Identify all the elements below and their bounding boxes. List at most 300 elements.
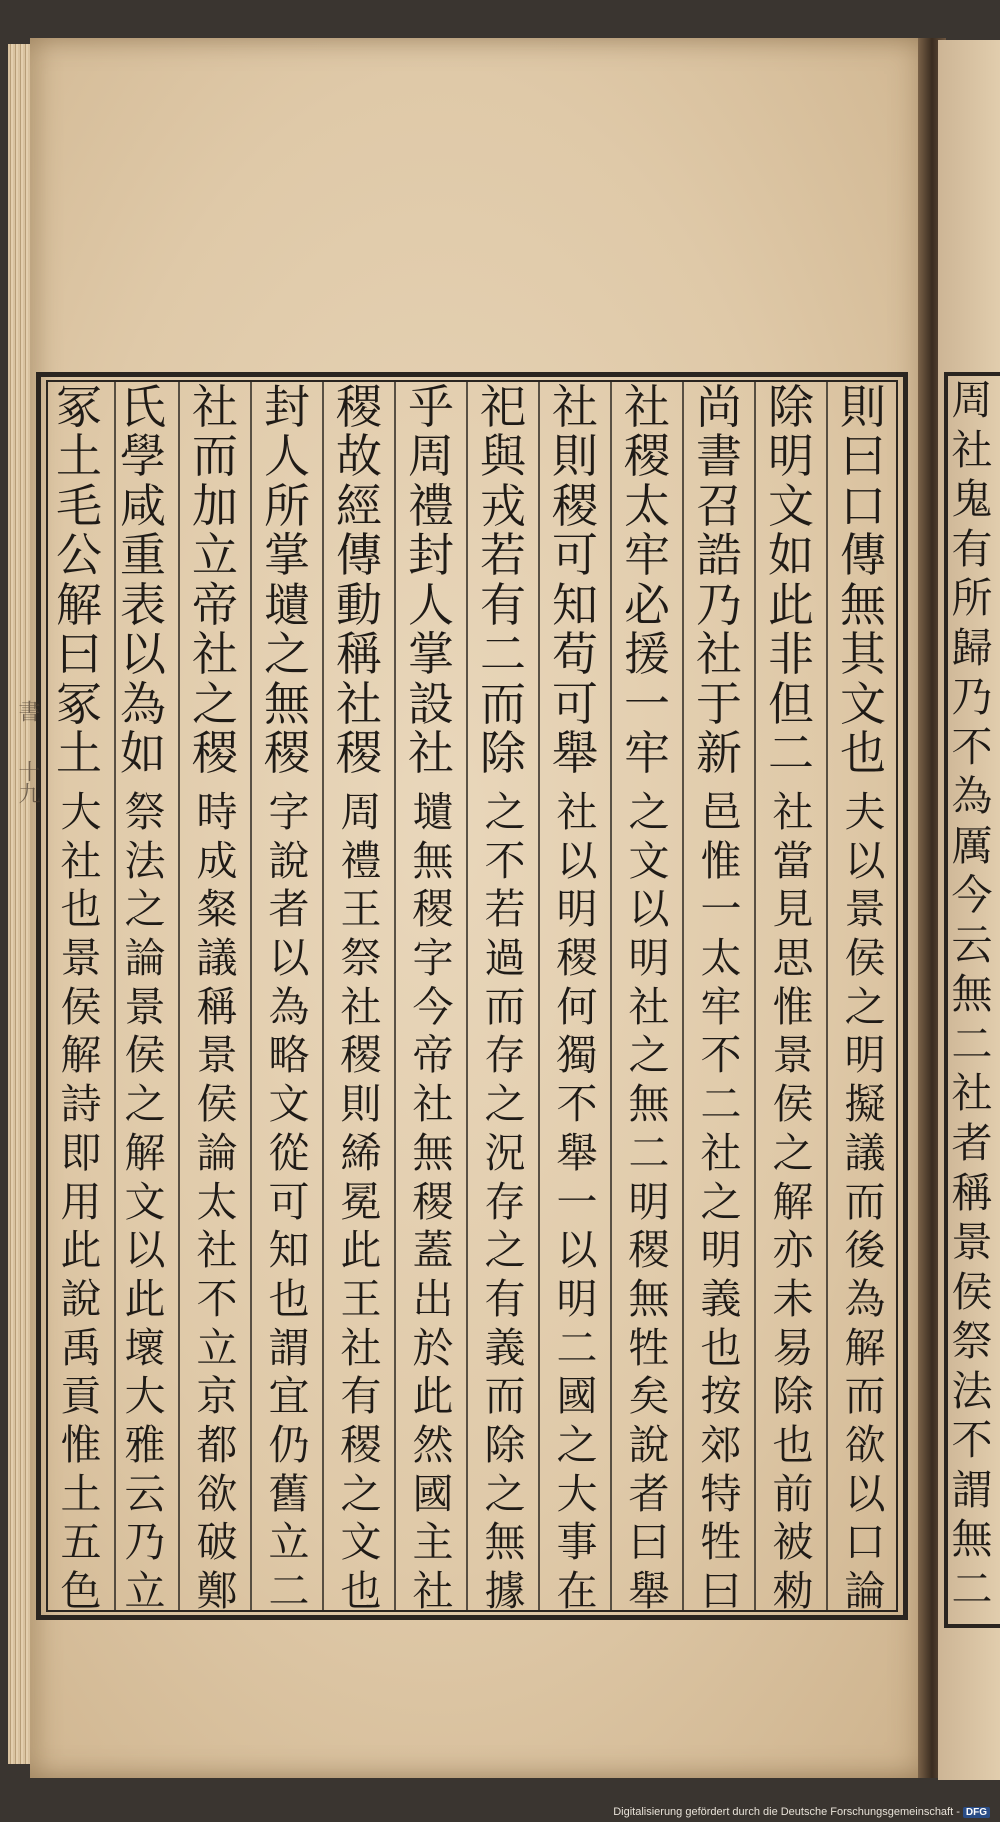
- glyph: 於: [412, 1323, 454, 1372]
- glyph: 書: [696, 429, 742, 484]
- glyph: 此: [768, 577, 814, 632]
- glyph: 則: [552, 429, 598, 484]
- glyph: 有: [480, 577, 526, 632]
- glyph: 社: [412, 1080, 454, 1129]
- glyph: 雅: [124, 1420, 166, 1469]
- glyph: 二: [951, 1019, 993, 1068]
- glyph: 此: [60, 1226, 102, 1275]
- glyph: 況: [484, 1128, 526, 1177]
- glyph: 立: [196, 1323, 238, 1372]
- glyph: 其: [840, 627, 886, 682]
- column-rule: [178, 382, 180, 1610]
- credit-text: Digitalisierung gefördert durch die Deutsche Forschungsgemeinschaft -: [613, 1806, 960, 1818]
- glyph: 社: [628, 982, 670, 1031]
- glyph: 大: [60, 788, 102, 836]
- glyph: 知: [268, 1226, 310, 1275]
- glyph: 無: [412, 836, 454, 885]
- glyph: 召: [696, 478, 742, 533]
- glyph: 而: [192, 429, 238, 484]
- glyph: 牢: [700, 982, 742, 1031]
- glyph: 明: [628, 1177, 670, 1226]
- glyph: 社: [412, 1567, 454, 1615]
- glyph: 不: [700, 1031, 742, 1080]
- glyph: 周: [340, 788, 382, 836]
- glyph: 為: [844, 1274, 886, 1323]
- lower-text-column-l10: [184, 788, 250, 1615]
- glyph: 即: [60, 1128, 102, 1177]
- glyph: 議: [196, 934, 238, 983]
- glyph: 二: [768, 725, 814, 780]
- glyph: 禹: [60, 1323, 102, 1372]
- text-column-c7: [398, 380, 464, 780]
- glyph: 謂: [951, 1465, 993, 1514]
- glyph: 牲: [700, 1518, 742, 1567]
- glyph: 之: [628, 788, 670, 836]
- glyph: 宜: [268, 1372, 310, 1421]
- glyph: 祭: [124, 788, 166, 836]
- glyph: 解: [124, 1128, 166, 1177]
- glyph: 稷: [340, 1420, 382, 1469]
- glyph: 社: [196, 1226, 238, 1275]
- text-column-c8: [326, 380, 392, 780]
- glyph: 曰: [840, 429, 886, 484]
- glyph: 邑: [700, 788, 742, 836]
- glyph: 無: [840, 577, 886, 632]
- glyph: 云: [124, 1469, 166, 1518]
- glyph: 論: [196, 1128, 238, 1177]
- glyph: 社: [340, 982, 382, 1031]
- glyph: 惟: [60, 1420, 102, 1469]
- glyph: 帝: [412, 1031, 454, 1080]
- glyph: 掌: [264, 528, 310, 583]
- column-rule: [754, 382, 756, 1610]
- glyph: 乃: [124, 1518, 166, 1567]
- glyph: 冕: [340, 1177, 382, 1226]
- glyph: 也: [840, 725, 886, 780]
- glyph: 蓋: [412, 1226, 454, 1275]
- text-column-c9: [254, 380, 320, 780]
- glyph: 一: [700, 885, 742, 934]
- glyph: 破: [196, 1518, 238, 1567]
- glyph: 不: [951, 722, 993, 771]
- text-column-c12: [46, 380, 112, 780]
- glyph: 封: [408, 528, 454, 583]
- glyph: 侯: [951, 1267, 993, 1316]
- glyph: 國: [412, 1469, 454, 1518]
- glyph: 傳: [336, 528, 382, 583]
- glyph: 國: [556, 1372, 598, 1421]
- glyph: 景: [124, 982, 166, 1031]
- glyph: 仍: [268, 1420, 310, 1469]
- glyph: 之: [340, 1469, 382, 1518]
- lower-text-column-l6: [472, 788, 538, 1615]
- glyph: 說: [628, 1420, 670, 1469]
- text-column-c11: [110, 380, 176, 780]
- glyph: 前: [772, 1469, 814, 1518]
- glyph: 社: [951, 1069, 993, 1118]
- glyph: 解: [60, 1031, 102, 1080]
- glyph: 惟: [700, 836, 742, 885]
- column-rule: [114, 382, 116, 1610]
- column-rule: [538, 382, 540, 1610]
- glyph: 而: [484, 1372, 526, 1421]
- glyph: 壝: [412, 788, 454, 836]
- glyph: 文: [840, 676, 886, 731]
- glyph: 曰: [700, 1567, 742, 1615]
- glyph: 新: [696, 725, 742, 780]
- glyph: 稷: [336, 380, 382, 434]
- glyph: 壞: [124, 1323, 166, 1372]
- glyph: 亦: [772, 1226, 814, 1275]
- text-column-c4: [614, 380, 680, 780]
- glyph: 勑: [772, 1567, 814, 1615]
- glyph: 都: [196, 1420, 238, 1469]
- column-rule: [394, 382, 396, 1610]
- glyph: 二: [480, 627, 526, 682]
- glyph: 當: [772, 836, 814, 885]
- glyph: 惟: [772, 982, 814, 1031]
- glyph: 明: [556, 1274, 598, 1323]
- glyph: 見: [772, 885, 814, 934]
- glyph: 太: [196, 1177, 238, 1226]
- glyph: 可: [552, 528, 598, 583]
- lower-text-column-l7: [400, 788, 466, 1615]
- glyph: 除: [768, 380, 814, 434]
- glyph: 無: [484, 1518, 526, 1567]
- glyph: 明: [556, 885, 598, 934]
- glyph: 稱: [336, 627, 382, 682]
- glyph: 法: [951, 1366, 993, 1415]
- glyph: 如: [768, 528, 814, 583]
- glyph: 文: [768, 478, 814, 533]
- glyph: 戎: [480, 478, 526, 533]
- glyph: 可: [552, 676, 598, 731]
- glyph: 祭: [951, 1317, 993, 1366]
- glyph: 稱: [196, 982, 238, 1031]
- glyph: 之: [124, 1080, 166, 1129]
- glyph: 以: [844, 1469, 886, 1518]
- glyph: 者: [628, 1469, 670, 1518]
- glyph: 祀: [480, 380, 526, 434]
- lower-text-column-l9: [256, 788, 322, 1615]
- glyph: 人: [264, 429, 310, 484]
- lower-text-column-l1: [832, 788, 898, 1615]
- glyph: 動: [336, 577, 382, 632]
- glyph: 而: [480, 676, 526, 731]
- glyph: 無: [951, 1515, 993, 1564]
- glyph: 咸: [120, 478, 166, 533]
- glyph: 不: [951, 1416, 993, 1465]
- glyph: 欲: [196, 1469, 238, 1518]
- glyph: 立: [192, 528, 238, 583]
- glyph: 未: [772, 1274, 814, 1323]
- glyph: 除: [484, 1420, 526, 1469]
- glyph: 文: [340, 1518, 382, 1567]
- glyph: 文: [268, 1080, 310, 1129]
- glyph: 土: [56, 429, 102, 484]
- glyph: 公: [56, 528, 102, 583]
- glyph: 何: [556, 982, 598, 1031]
- glyph: 之: [700, 1177, 742, 1226]
- glyph: 論: [844, 1567, 886, 1615]
- glyph: 除: [480, 725, 526, 780]
- glyph: 太: [624, 478, 670, 533]
- glyph: 之: [772, 1128, 814, 1177]
- glyph: 而: [844, 1177, 886, 1226]
- glyph: 景: [844, 885, 886, 934]
- lower-text-column-l12: [48, 788, 114, 1615]
- glyph: 除: [772, 1372, 814, 1421]
- glyph: 大: [556, 1469, 598, 1518]
- glyph: 文: [628, 836, 670, 885]
- text-column-c5: [542, 380, 608, 780]
- text-column-c3: [686, 380, 752, 780]
- column-rule: [466, 382, 468, 1610]
- lower-text-column-l2: [760, 788, 826, 1615]
- glyph: 義: [484, 1323, 526, 1372]
- glyph: 牢: [624, 528, 670, 583]
- glyph: 稷: [628, 1226, 670, 1275]
- glyph: 也: [700, 1323, 742, 1372]
- glyph: 禮: [408, 478, 454, 533]
- glyph: 侯: [60, 982, 102, 1031]
- glyph: 侯: [196, 1080, 238, 1129]
- glyph: 為: [120, 676, 166, 731]
- glyph: 而: [484, 982, 526, 1031]
- glyph: 二: [700, 1080, 742, 1129]
- glyph: 字: [412, 934, 454, 983]
- glyph: 明: [768, 429, 814, 484]
- glyph: 口: [840, 478, 886, 533]
- glyph: 以: [844, 836, 886, 885]
- glyph: 易: [772, 1323, 814, 1372]
- glyph: 周: [951, 380, 993, 424]
- glyph: 周: [408, 429, 454, 484]
- column-rule: [250, 382, 252, 1610]
- glyph: 字: [268, 788, 310, 836]
- glyph: 之: [556, 1420, 598, 1469]
- glyph: 若: [484, 885, 526, 934]
- glyph: 今: [951, 871, 993, 920]
- glyph: 無: [951, 970, 993, 1019]
- glyph: 謂: [268, 1323, 310, 1372]
- glyph: 稷: [336, 725, 382, 780]
- glyph: 以: [120, 627, 166, 682]
- glyph: 以: [124, 1226, 166, 1275]
- lower-text-column-l3: [688, 788, 754, 1615]
- glyph: 社: [60, 836, 102, 885]
- glyph: 立: [124, 1567, 166, 1615]
- glyph: 在: [556, 1567, 598, 1615]
- glyph: 厲: [951, 821, 993, 870]
- glyph: 大: [124, 1372, 166, 1421]
- glyph: 舉: [552, 725, 598, 780]
- glyph: 必: [624, 577, 670, 632]
- glyph: 稷: [556, 934, 598, 983]
- glyph: 議: [844, 1128, 886, 1177]
- glyph: 京: [196, 1372, 238, 1421]
- glyph: 主: [412, 1518, 454, 1567]
- glyph: 社: [700, 1128, 742, 1177]
- column-rule: [826, 382, 828, 1610]
- lower-text-column-l5: [544, 788, 610, 1615]
- glyph: 太: [700, 934, 742, 983]
- glyph: 于: [696, 676, 742, 731]
- glyph: 之: [264, 627, 310, 682]
- glyph: 存: [484, 1031, 526, 1080]
- glyph: 文: [124, 1177, 166, 1226]
- glyph: 傳: [840, 528, 886, 583]
- glyph: 思: [772, 934, 814, 983]
- glyph: 貢: [60, 1372, 102, 1421]
- glyph: 明: [628, 934, 670, 983]
- glyph: 重: [120, 528, 166, 583]
- glyph: 有: [484, 1274, 526, 1323]
- glyph: 氏: [120, 380, 166, 434]
- glyph: 社: [772, 788, 814, 836]
- glyph: 也: [340, 1567, 382, 1615]
- dfg-logo: DFG: [963, 1807, 990, 1818]
- glyph: 所: [951, 574, 993, 623]
- glyph: 以: [268, 934, 310, 983]
- glyph: 掌: [408, 627, 454, 682]
- glyph: 所: [264, 478, 310, 533]
- glyph: 牲: [628, 1323, 670, 1372]
- glyph: 矣: [628, 1372, 670, 1421]
- glyph: 不: [196, 1274, 238, 1323]
- glyph: 社: [340, 1323, 382, 1372]
- glyph: 詩: [60, 1080, 102, 1129]
- glyph: 一: [556, 1177, 598, 1226]
- glyph: 帝: [192, 577, 238, 632]
- glyph: 以: [628, 885, 670, 934]
- glyph: 侯: [772, 1080, 814, 1129]
- glyph: 之: [844, 982, 886, 1031]
- column-rule: [682, 382, 684, 1610]
- glyph: 二: [556, 1323, 598, 1372]
- glyph: 論: [124, 934, 166, 983]
- glyph: 牢: [624, 725, 670, 780]
- glyph: 表: [120, 577, 166, 632]
- glyph: 之: [484, 1469, 526, 1518]
- folio-number: 十九: [15, 760, 40, 804]
- glyph: 知: [552, 577, 598, 632]
- glyph: 社: [552, 380, 598, 434]
- glyph: 舉: [628, 1567, 670, 1615]
- glyph: 冢: [56, 380, 102, 434]
- glyph: 無: [412, 1128, 454, 1177]
- glyph: 土: [56, 725, 102, 780]
- glyph: 曰: [56, 627, 102, 682]
- glyph: 此: [412, 1372, 454, 1421]
- glyph: 也: [772, 1420, 814, 1469]
- glyph: 社: [192, 627, 238, 682]
- glyph: 二: [628, 1128, 670, 1177]
- lower-text-column-l8: [328, 788, 394, 1615]
- glyph: 援: [624, 627, 670, 682]
- glyph: 一: [624, 676, 670, 731]
- glyph: 義: [700, 1274, 742, 1323]
- glyph: 明: [700, 1226, 742, 1275]
- glyph: 之: [484, 788, 526, 836]
- glyph: 稷: [552, 478, 598, 533]
- glyph: 按: [700, 1372, 742, 1421]
- glyph: 冢: [56, 676, 102, 731]
- glyph: 解: [772, 1177, 814, 1226]
- glyph: 王: [340, 885, 382, 934]
- glyph: 色: [60, 1567, 102, 1615]
- glyph: 之: [192, 676, 238, 731]
- glyph: 欲: [844, 1420, 886, 1469]
- running-head: 書: [15, 700, 40, 722]
- glyph: 被: [772, 1518, 814, 1567]
- glyph: 誥: [696, 528, 742, 583]
- glyph: 封: [264, 380, 310, 434]
- glyph: 壝: [264, 577, 310, 632]
- glyph: 尚: [696, 380, 742, 434]
- glyph: 之: [484, 1080, 526, 1129]
- glyph: 乃: [696, 577, 742, 632]
- glyph: 舉: [556, 1128, 598, 1177]
- glyph: 有: [340, 1372, 382, 1421]
- glyph: 特: [700, 1469, 742, 1518]
- glyph: 時: [196, 788, 238, 836]
- glyph: 景: [951, 1218, 993, 1267]
- glyph: 王: [340, 1274, 382, 1323]
- glyph: 景: [196, 1031, 238, 1080]
- glyph: 云: [951, 920, 993, 969]
- glyph: 粲: [196, 885, 238, 934]
- glyph: 今: [412, 982, 454, 1031]
- glyph: 不: [484, 836, 526, 885]
- glyph: 二: [951, 1564, 993, 1610]
- glyph: 景: [60, 934, 102, 983]
- glyph: 人: [408, 577, 454, 632]
- glyph: 擬: [844, 1080, 886, 1129]
- glyph: 侯: [844, 934, 886, 983]
- glyph: 絺: [340, 1128, 382, 1177]
- text-column-c1: [830, 380, 896, 780]
- glyph: 則: [340, 1080, 382, 1129]
- glyph: 以: [556, 836, 598, 885]
- lower-text-column-l11: [112, 788, 178, 1615]
- glyph: 而: [844, 1372, 886, 1421]
- glyph: 社: [696, 627, 742, 682]
- glyph: 稷: [340, 1031, 382, 1080]
- glyph: 五: [60, 1518, 102, 1567]
- glyph: 為: [268, 982, 310, 1031]
- glyph: 獨: [556, 1031, 598, 1080]
- glyph: 成: [196, 836, 238, 885]
- glyph: 景: [772, 1031, 814, 1080]
- glyph: 解: [56, 577, 102, 632]
- glyph: 稷: [264, 725, 310, 780]
- glyph: 曰: [628, 1518, 670, 1567]
- glyph: 如: [120, 725, 166, 780]
- glyph: 以: [556, 1226, 598, 1275]
- glyph: 者: [268, 885, 310, 934]
- glyph: 非: [768, 627, 814, 682]
- glyph: 二: [268, 1567, 310, 1615]
- glyph: 此: [124, 1274, 166, 1323]
- glyph: 用: [60, 1177, 102, 1226]
- glyph: 歸: [951, 623, 993, 672]
- glyph: 故: [336, 429, 382, 484]
- glyph: 社: [951, 425, 993, 474]
- glyph: 設: [408, 676, 454, 731]
- glyph: 口: [844, 1518, 886, 1567]
- glyph: 存: [484, 1177, 526, 1226]
